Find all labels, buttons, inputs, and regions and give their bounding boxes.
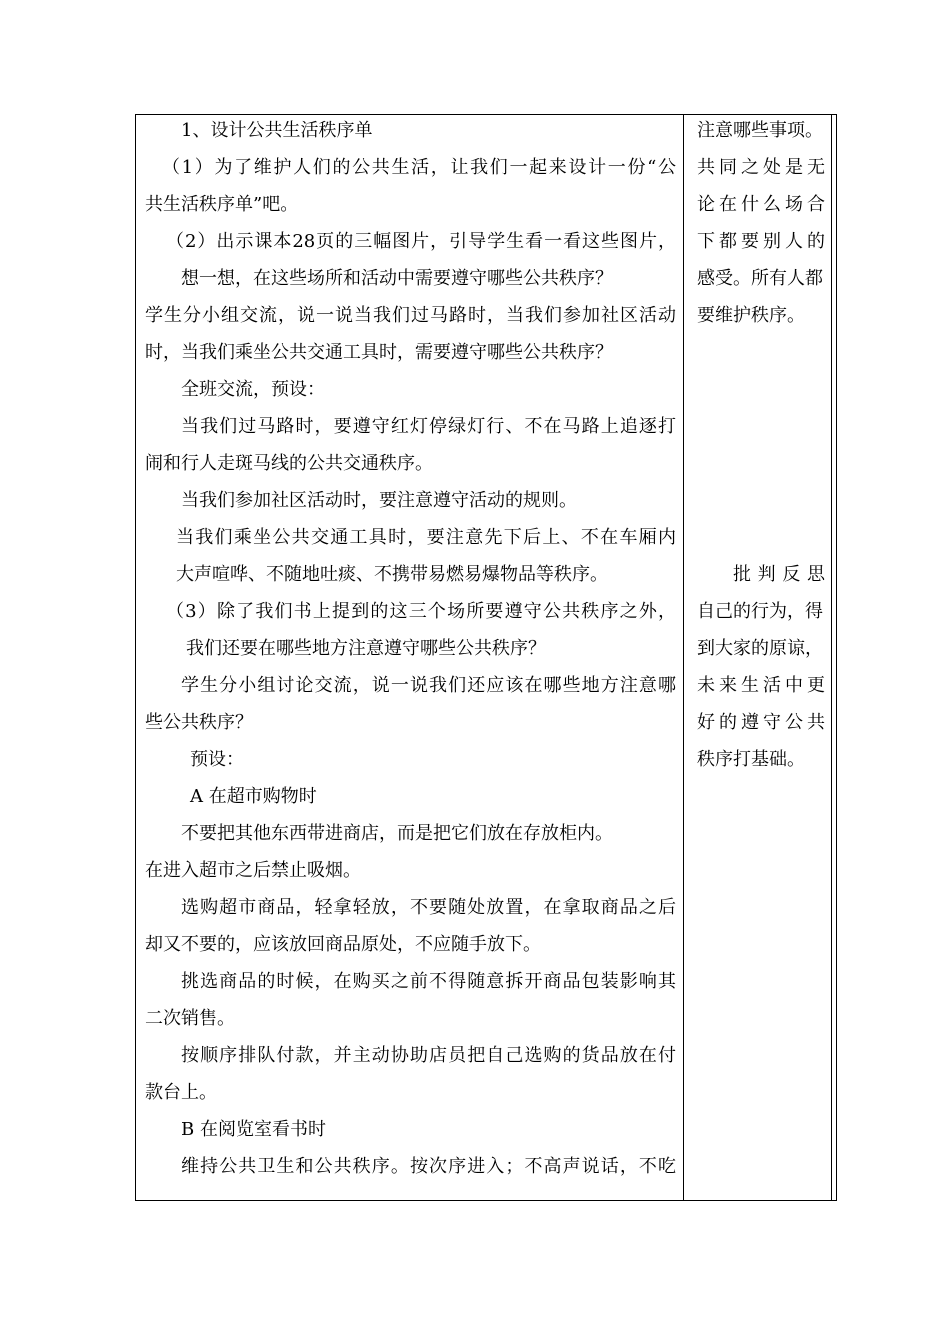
side-line-7: 批判反思 <box>733 564 825 585</box>
side-line-1: 注意哪些事项。 <box>697 120 823 141</box>
main-line-24: 挑选商品的时候，在购买之前不得随意拆开商品包装影响其 <box>181 971 676 992</box>
main-line-16: 学生分小组讨论交流，说一说我们还应该在哪些地方注意哪 <box>181 675 676 696</box>
column-divider <box>683 114 684 1201</box>
main-line-21: 在进入超市之后禁止吸烟。 <box>145 860 361 881</box>
side-line-12: 秩序打基础。 <box>697 749 805 770</box>
main-line-1: 1、设计公共生活秩序单 <box>181 120 373 141</box>
main-line-10: 闹和行人走斑马线的公共交通秩序。 <box>145 453 433 474</box>
side-line-10: 未来生活中更 <box>697 675 825 696</box>
side-line-8: 自己的行为，得 <box>697 601 823 622</box>
main-line-8: 全班交流，预设： <box>181 379 325 400</box>
main-line-13: 大声喧哗、不随地吐痰、不携带易燃易爆物品等秩序。 <box>176 564 608 585</box>
side-line-11: 好的遵守公共 <box>697 712 825 733</box>
main-line-29: 维持公共卫生和公共秩序。按次序进入；不高声说话，不吃 <box>181 1156 676 1177</box>
main-line-22: 选购超市商品，轻拿轻放，不要随处放置，在拿取商品之后 <box>181 897 676 918</box>
side-line-3: 论在什么场合 <box>697 194 825 215</box>
main-line-19: A 在超市购物时 <box>190 786 317 807</box>
side-line-6: 要维护秩序。 <box>697 305 805 326</box>
side-line-9: 到大家的原谅， <box>697 638 823 659</box>
main-line-28: B 在阅览室看书时 <box>181 1119 326 1140</box>
main-line-18: 预设： <box>190 749 244 770</box>
main-line-26: 按顺序排队付款，并主动协助店员把自己选购的货品放在付 <box>181 1045 676 1066</box>
main-line-17: 些公共秩序？ <box>145 712 253 733</box>
main-line-5: 想一想，在这些场所和活动中需要遵守哪些公共秩序？ <box>181 268 613 289</box>
main-line-6: 学生分小组交流，说一说当我们过马路时，当我们参加社区活动 <box>145 305 676 326</box>
main-line-7: 时，当我们乘坐公共交通工具时，需要遵守哪些公共秩序？ <box>145 342 613 363</box>
main-line-11: 当我们参加社区活动时，要注意遵守活动的规则。 <box>181 490 577 511</box>
main-line-4: （2）出示课本28页的三幅图片，引导学生看一看这些图片， <box>166 231 676 252</box>
main-line-20: 不要把其他东西带进商店，而是把它们放在存放柜内。 <box>181 823 613 844</box>
side-line-2: 共同之处是无 <box>697 157 825 178</box>
main-line-2: （1）为了维护人们的公共生活，让我们一起来设计一份“公 <box>162 157 676 178</box>
main-line-25: 二次销售。 <box>145 1008 235 1029</box>
main-line-12: 当我们乘坐公共交通工具时，要注意先下后上、不在车厢内 <box>176 527 676 548</box>
main-line-9: 当我们过马路时，要遵守红灯停绿灯行、不在马路上追逐打 <box>181 416 676 437</box>
main-line-3: 共生活秩序单”吧。 <box>145 194 299 215</box>
main-line-14: （3）除了我们书上提到的这三个场所要遵守公共秩序之外， <box>166 601 676 622</box>
main-line-15: 我们还要在哪些地方注意遵守哪些公共秩序？ <box>186 638 546 659</box>
right-border-inner <box>831 114 832 1201</box>
main-line-23: 却又不要的，应该放回商品原处，不应随手放下。 <box>145 934 541 955</box>
main-line-27: 款台上。 <box>145 1082 217 1103</box>
side-line-5: 感受。所有人都 <box>697 268 823 289</box>
side-line-4: 下都要别人的 <box>697 231 825 252</box>
